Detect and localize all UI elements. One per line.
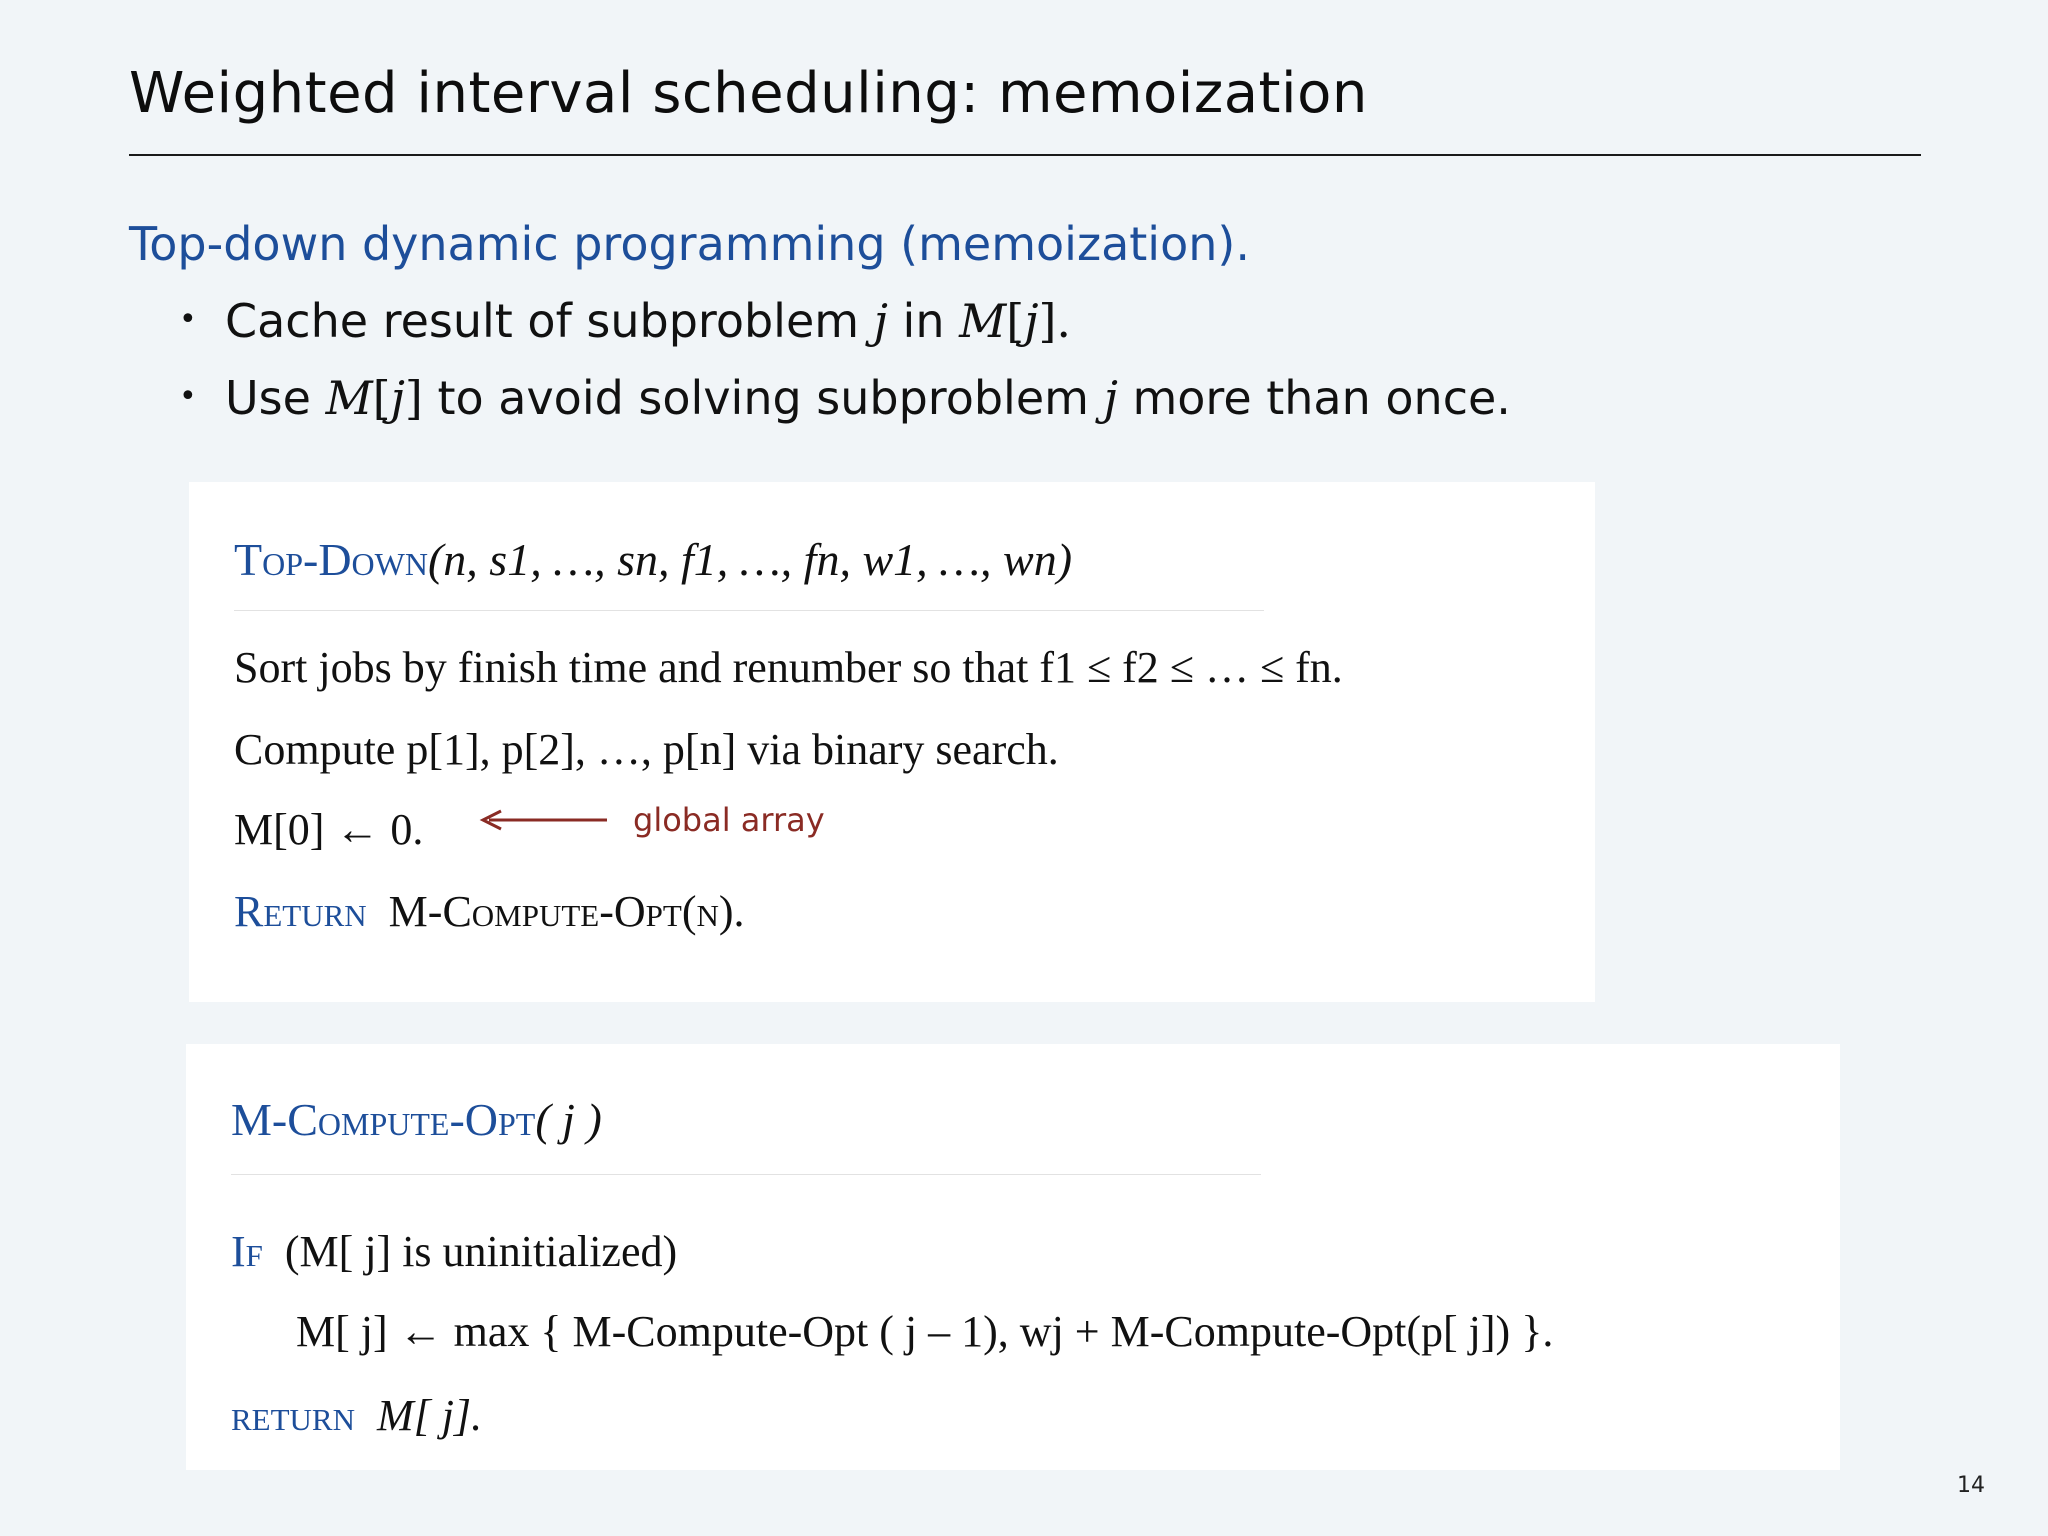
return-keyword: Return — [234, 887, 367, 936]
bullet-bracket: [ — [1006, 294, 1025, 348]
return-step — [234, 882, 745, 942]
bullet-var: j — [1024, 294, 1039, 348]
bullet-var: j — [390, 371, 405, 425]
top-down-params: (n, s1, …, sn, f1, …, fn, w1, …, wn) — [427, 534, 1073, 585]
bullet-text: Use — [225, 371, 326, 425]
compute-p-step: Compute p[1], p[2], …, p[n] via binary search. — [234, 725, 1059, 774]
bullet-bracket: ] — [404, 371, 423, 425]
bullet-text: Cache result of subproblem — [225, 294, 874, 348]
bullet-var: M — [959, 294, 1007, 348]
assign-step: M[ j] ← max { M-Compute-Opt ( j – 1), wj + M-Compute-Opt(p[ j]) }. — [296, 1307, 1554, 1356]
bullet-cache-result — [179, 288, 1071, 353]
bullet-var: j — [873, 294, 888, 348]
left-arrow-icon — [479, 808, 609, 832]
top-down-name: Top-Down — [234, 534, 428, 585]
signature-divider — [234, 610, 1264, 611]
m-compute-opt-params: ( j ) — [535, 1094, 602, 1145]
top-down-algorithm-card — [189, 482, 1595, 1002]
bullet-bracket: ]. — [1038, 294, 1072, 348]
return-value: M[ j]. — [377, 1391, 483, 1440]
bullet-text: in — [887, 294, 960, 348]
signature-divider — [231, 1174, 1261, 1175]
slide-title: Weighted interval scheduling: memoization — [129, 61, 1368, 126]
bullet-dot-icon: • — [179, 379, 197, 414]
if-condition: (M[ j] is uninitialized) — [284, 1227, 678, 1276]
bullet-text: more than once. — [1117, 371, 1511, 425]
title-divider — [129, 154, 1921, 156]
sort-step: Sort jobs by finish time and renumber so that f1 ≤ f2 ≤ … ≤ fn. — [234, 643, 1343, 692]
bullet-dot-icon: • — [179, 302, 197, 337]
section-heading: Top-down dynamic programming (memoization). — [129, 217, 1250, 271]
if-step — [231, 1222, 677, 1282]
return-memo-step — [231, 1386, 482, 1446]
bullet-use-memo — [179, 365, 1511, 430]
bullet-bracket: [ — [372, 371, 391, 425]
page-number: 14 — [1957, 1473, 1985, 1498]
if-keyword: If — [231, 1227, 263, 1276]
init-memo-step: M[0] ← 0. — [234, 805, 424, 854]
m-compute-opt-signature — [231, 1090, 602, 1150]
bullet-var: j — [1103, 371, 1118, 425]
return-call: M-Compute-Opt(n). — [388, 887, 745, 936]
m-compute-opt-name: M-Compute-Opt — [231, 1094, 536, 1145]
m-compute-opt-card — [186, 1044, 1840, 1470]
bullet-text: to avoid solving subproblem — [422, 371, 1104, 425]
top-down-signature — [234, 530, 1072, 590]
global-array-annotation: global array — [633, 801, 825, 839]
bullet-var: M — [325, 371, 373, 425]
return-keyword: return — [231, 1391, 355, 1440]
